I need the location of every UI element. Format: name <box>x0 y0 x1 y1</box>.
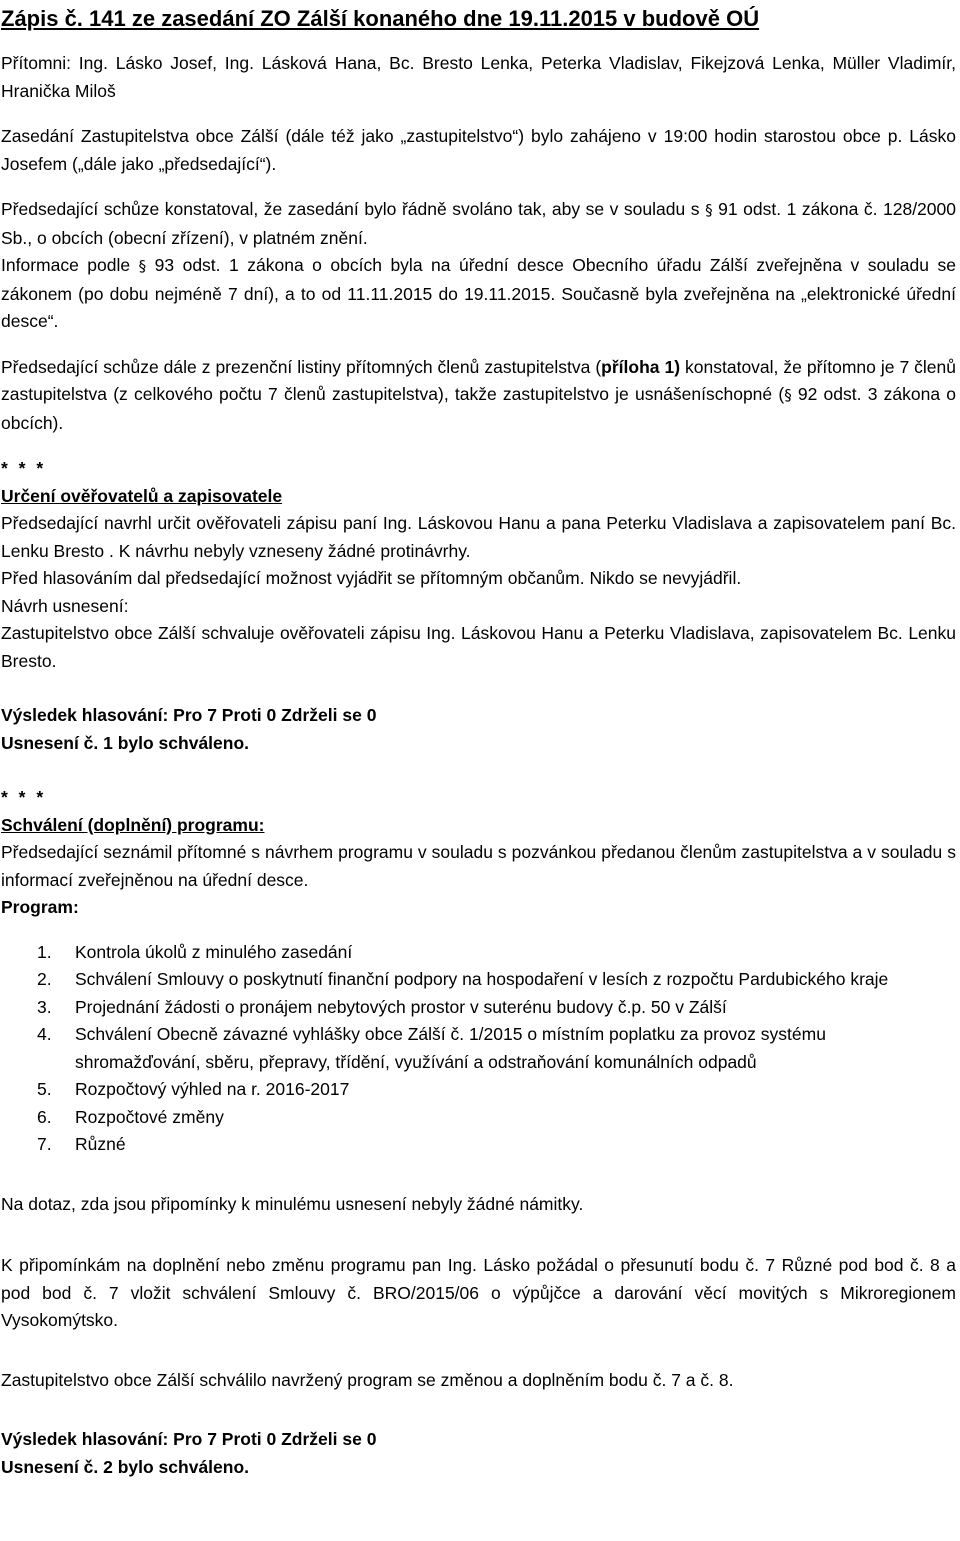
section-symbol: § <box>138 257 147 275</box>
program-change-request: K připomínkám na doplnění nebo změnu programu pan Ing. Lásko požádal o přesunutí bodu č. 7 Různé pod bod č. 8 a pod bod č. 7 vložit schválení Smlouvy č. BRO/2015/06 o výpůjčce a darování věcí movitých s Mikroregionem Vysokomýtsko. <box>1 1255 956 1330</box>
vote-result: Výsledek hlasování: Pro 7 Proti 0 Zdrželi se 0 <box>1 705 377 725</box>
quorum-paragraph <box>1 354 956 438</box>
list-item: 4. Schválení Obecně závazné vyhlášky obce Zálší č. 1/2015 o místním poplatku za provoz systému shromažďování, sběru, přepravy, třídění, využívání a odstraňování komunálních odpadů <box>37 1024 826 1072</box>
verifiers-proposal: Předsedající navrhl určit ověřovateli zápisu paní Ing. Láskovou Hanu a pana Peterku Vladislava a zapisovatelem paní Bc. Lenku Bresto . K návrhu nebyly vzneseny žádné protinávrhy. <box>1 513 956 561</box>
verifiers-heading: Určení ověřovatelů a zapisovatele <box>1 485 283 506</box>
list-item: 5. Rozpočtový výhled na r. 2016-2017 <box>37 1079 350 1099</box>
info-text-end: 93 odst. 1 zákona o obcích byla na úřední desce Obecního úřadu Zálší zveřejněna v souladu se zákonem (po dobu nejméně 7 dní), a to od 11.11.2015 do 19.11.2015. Současně byla zveřejněna na „elektronické úřední desce“. <box>1 255 956 331</box>
list-item: 7. Různé <box>37 1134 126 1154</box>
section-symbol: § <box>705 201 713 219</box>
draft-resolution: Zastupitelstvo obce Zálší schvaluje ověřovateli zápisu Ing. Láskovou Hanu a Peterku Vladislava, zapisovatelem Bc. Lenku Bresto. <box>1 623 956 671</box>
section-symbol: § <box>784 386 792 404</box>
quorum-text-start: Předsedající schůze dále z prezenční listiny přítomných členů zastupitelstva ( <box>1 356 602 377</box>
resolution-status: Usnesení č. 1 bylo schváleno. <box>1 732 250 753</box>
info-text-start: Informace podle <box>1 255 131 275</box>
program-label: Program: <box>1 897 79 917</box>
program-list <box>1 939 956 1159</box>
list-item: 1. Kontrola úkolů z minulého zasedání <box>37 941 353 962</box>
convened-text-start: Předsedající schůze konstatoval, že zasedání bylo řádně svoláno tak, aby se v souladu s <box>1 199 700 219</box>
convened-text-end: 91 odst. 1 zákona č. 128/2000 Sb., o obcích (obecní zřízení), v platném znění. <box>1 199 956 248</box>
list-item: 3. Projednání žádosti o pronájem nebytových prostor v suterénu budovy č.p. 50 v Zálší <box>37 996 727 1017</box>
attendance-paragraph: Přítomni: Ing. Lásko Josef, Ing. Lásková Hana, Bc. Bresto Lenka, Peterka Vladislav, Fikejzová Lenka, Müller Vladimír, Hranička Miloš <box>1 53 956 101</box>
info-paragraph <box>1 252 956 336</box>
vote-result: Výsledek hlasování: Pro 7 Proti 0 Zdrželi se 0 <box>1 1429 377 1449</box>
program-heading: Schválení (doplnění) programu: <box>1 814 265 835</box>
opening-paragraph: Zasedání Zastupitelstva obce Zálší (dále též jako „zastupitelstvo“) bylo zahájeno v 19:00 hodin starostou obce p. Lásko Josefem („dále jako „předsedající“). <box>1 126 956 174</box>
objections-paragraph: Na dotaz, zda jsou připomínky k minulému usnesení nebyly žádné námitky. <box>1 1193 584 1214</box>
section-separator: * * * <box>1 458 47 478</box>
list-item: 2. Schválení Smlouvy o poskytnutí finanční podpory na hospodaření v lesích z rozpočtu Pardubického kraje <box>37 969 889 989</box>
program-approval: Zastupitelstvo obce Zálší schválilo navržený program se změnou a doplněním bodu č. 7 a č. 8. <box>1 1369 734 1390</box>
document-title: Zápis č. 141 ze zasedání ZO Zálší konaného dne 19.11.2015 v budově OÚ <box>1 6 760 31</box>
convened-paragraph <box>1 196 956 252</box>
section-separator: * * * <box>1 787 47 807</box>
quorum-text-end: 92 odst. 3 zákona o obcích). <box>1 384 956 433</box>
quorum-text-middle: konstatoval, že přítomno je 7 členů zastupitelstva (z celkového počtu 7 členů zastupitelstva), takže zastupitelstvo je usnášeníschopné ( <box>1 356 956 404</box>
resolution-status: Usnesení č. 2 bylo schváleno. <box>1 1456 250 1477</box>
citizens-statement: Před hlasováním dal předsedající možnost vyjádřit se přítomným občanům. Nikdo se nevyjádřil. <box>1 568 742 588</box>
list-item: 6. Rozpočtové změny <box>37 1106 224 1127</box>
program-intro: Předsedající seznámil přítomné s návrhem programu v souladu s pozvánkou předanou členům zastupitelstva a v souladu s informací zveřejněnou na úřední desce. <box>1 842 956 890</box>
attachment-reference: příloha 1) <box>601 356 681 377</box>
draft-resolution-label: Návrh usnesení: <box>1 595 129 616</box>
